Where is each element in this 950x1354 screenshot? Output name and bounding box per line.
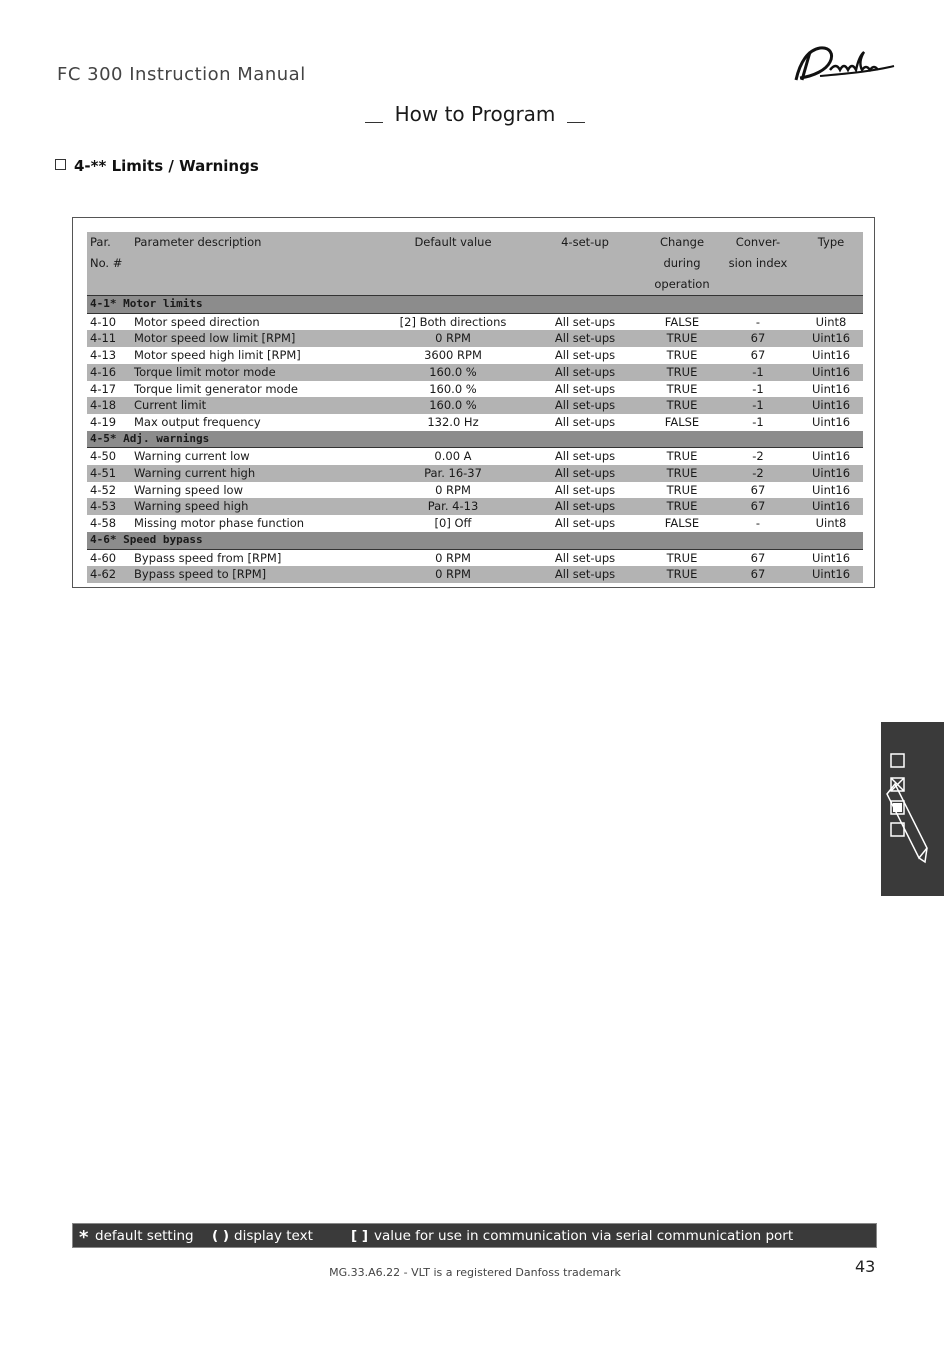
- par-number: 4-60: [90, 550, 117, 565]
- change-during-operation: TRUE: [647, 364, 717, 381]
- default-value: 0 RPM: [435, 550, 471, 565]
- change-during-operation: TRUE: [666, 348, 698, 363]
- conversion-index: 67: [717, 566, 799, 583]
- parameter-description: Missing motor phase function: [134, 516, 305, 531]
- conversion-index: 67: [717, 330, 799, 347]
- par-number: 4-18: [87, 397, 131, 414]
- change-during-operation: FALSE: [664, 414, 700, 429]
- par-number: 4-17: [90, 381, 117, 396]
- data-type: Uint16: [799, 397, 863, 414]
- section-heading: [0, 102, 950, 126]
- table-row: [87, 448, 863, 465]
- change-during-operation: TRUE: [647, 465, 717, 482]
- data-type: Uint16: [799, 330, 863, 347]
- danfoss-logo: [790, 42, 896, 86]
- default-value: 3600 RPM: [424, 348, 482, 363]
- data-type: Uint8: [815, 314, 847, 329]
- setup: All set-ups: [554, 449, 616, 464]
- par-number: 4-10: [90, 314, 117, 329]
- setup: All set-ups: [523, 465, 647, 482]
- default-value: 160.0 %: [383, 364, 523, 381]
- group-header-row: [87, 532, 863, 549]
- table-row: [87, 330, 863, 347]
- table-row: [87, 313, 863, 330]
- data-type: Uint8: [815, 516, 847, 531]
- parameter-table: [87, 232, 863, 583]
- footer-legend-bar: [72, 1223, 877, 1248]
- col-header-default: Default value: [383, 232, 523, 253]
- conversion-index: 67: [750, 482, 766, 497]
- conversion-index: -2: [752, 449, 764, 464]
- setup: All set-ups: [523, 364, 647, 381]
- parameter-description: Current limit: [131, 397, 383, 414]
- col-header-description: Parameter description: [131, 232, 383, 253]
- group-title: 4-6* Speed bypass: [87, 532, 863, 549]
- default-value: 0 RPM: [383, 330, 523, 347]
- data-type: Uint16: [811, 550, 851, 565]
- change-during-operation: TRUE: [647, 330, 717, 347]
- conversion-index: 67: [750, 550, 766, 565]
- parameter-description: Warning speed high: [131, 498, 383, 515]
- parameter-description: Warning current high: [131, 465, 383, 482]
- conversion-index: -1: [717, 397, 799, 414]
- default-value: 0 RPM: [383, 566, 523, 583]
- parameter-description: Motor speed low limit [RPM]: [131, 330, 383, 347]
- table-row: [87, 498, 863, 515]
- conversion-index: -1: [717, 364, 799, 381]
- par-number: 4-16: [87, 364, 131, 381]
- data-type: Uint16: [799, 498, 863, 515]
- section-title: How to Program: [394, 102, 556, 126]
- setup: All set-ups: [554, 381, 616, 396]
- conversion-index: -: [755, 516, 761, 531]
- change-during-operation: TRUE: [647, 498, 717, 515]
- change-during-operation: TRUE: [666, 550, 698, 565]
- table-row: [87, 549, 863, 566]
- default-value: 160.0 %: [429, 381, 477, 396]
- table-row: [87, 381, 863, 398]
- data-type: Uint16: [799, 364, 863, 381]
- col-header-setup: 4-set-up: [523, 232, 647, 253]
- legend-value-symbol: [ ]: [351, 1228, 369, 1244]
- par-number: 4-53: [87, 498, 131, 515]
- col-header-conversion-line2: sion index: [717, 253, 799, 274]
- setup: All set-ups: [523, 566, 647, 583]
- group-title: 4-5* Adj. warnings: [87, 431, 863, 448]
- par-number: 4-50: [90, 449, 117, 464]
- table-row: [87, 515, 863, 532]
- setup: All set-ups: [523, 330, 647, 347]
- data-type: Uint16: [811, 449, 851, 464]
- change-during-operation: TRUE: [647, 566, 717, 583]
- legend-value-text: value for use in communication via serial communication port: [374, 1228, 794, 1244]
- parameter-description: Warning current low: [134, 449, 250, 464]
- col-header-change-line2: during: [647, 253, 717, 274]
- change-during-operation: TRUE: [666, 381, 698, 396]
- square-bullet-icon: [55, 159, 66, 170]
- par-number: 4-13: [90, 348, 117, 363]
- data-type: Uint16: [799, 465, 863, 482]
- col-header-change-line3: operation: [647, 274, 717, 296]
- parameter-description: Torque limit generator mode: [134, 381, 298, 396]
- col-header-par-line2: No. #: [87, 253, 131, 274]
- change-during-operation: TRUE: [647, 397, 717, 414]
- group-title: 4-1* Motor limits: [87, 296, 863, 314]
- subsection-heading: [55, 157, 259, 175]
- parameter-description: Max output frequency: [134, 414, 261, 429]
- table-body: [87, 296, 863, 583]
- default-value: [2] Both directions: [399, 314, 507, 329]
- setup: All set-ups: [554, 414, 616, 429]
- table-row: [87, 414, 863, 431]
- change-during-operation: FALSE: [664, 314, 700, 329]
- parameter-description: Torque limit motor mode: [131, 364, 383, 381]
- data-type: Uint16: [811, 482, 851, 497]
- par-number: 4-62: [87, 566, 131, 583]
- table-header-row-1: [87, 232, 863, 253]
- conversion-index: -1: [752, 381, 764, 396]
- par-number: 4-58: [90, 516, 117, 531]
- setup: All set-ups: [554, 516, 616, 531]
- parameter-description: Warning speed low: [134, 482, 243, 497]
- table-row: [87, 566, 863, 583]
- setup: All set-ups: [554, 314, 616, 329]
- parameter-description: Bypass speed to [RPM]: [131, 566, 383, 583]
- col-header-type: Type: [799, 232, 863, 253]
- table-row: [87, 465, 863, 482]
- side-tab: [881, 722, 944, 896]
- group-header-row: [87, 431, 863, 448]
- parameter-description: Bypass speed from [RPM]: [134, 550, 282, 565]
- par-number: 4-51: [87, 465, 131, 482]
- default-value: Par. 4-13: [383, 498, 523, 515]
- setup: All set-ups: [554, 348, 616, 363]
- data-type: Uint16: [811, 348, 851, 363]
- default-value: 160.0 %: [383, 397, 523, 414]
- conversion-index: -1: [752, 414, 764, 429]
- trademark-note: MG.33.A6.22 - VLT is a registered Danfoss trademark: [329, 1266, 621, 1279]
- default-value: 132.0 Hz: [427, 414, 479, 429]
- legend-default-symbol: *: [79, 1227, 89, 1248]
- setup: All set-ups: [523, 397, 647, 414]
- col-header-conversion: Conver-: [717, 232, 799, 253]
- conversion-index: 67: [717, 498, 799, 515]
- parameter-description: Motor speed high limit [RPM]: [134, 348, 301, 363]
- default-value: [0] Off: [434, 516, 472, 531]
- heading-dash-left: [365, 122, 383, 123]
- data-type: Uint16: [811, 414, 851, 429]
- conversion-index: 67: [750, 348, 766, 363]
- setup: All set-ups: [554, 482, 616, 497]
- par-number: 4-19: [90, 414, 117, 429]
- table-header-row-3: [87, 274, 863, 296]
- conversion-index: -: [755, 314, 761, 329]
- change-during-operation: FALSE: [664, 516, 700, 531]
- change-during-operation: TRUE: [666, 449, 698, 464]
- group-header-row: [87, 296, 863, 314]
- table-row: [87, 397, 863, 414]
- data-type: Uint16: [799, 566, 863, 583]
- legend-default-text: default setting: [95, 1228, 194, 1244]
- change-during-operation: TRUE: [666, 482, 698, 497]
- setup: All set-ups: [523, 498, 647, 515]
- setup: All set-ups: [554, 550, 616, 565]
- table-header-row-2: [87, 253, 863, 274]
- legend-display-text: display text: [234, 1228, 313, 1244]
- parameter-description: Motor speed direction: [134, 314, 260, 329]
- par-number: 4-11: [87, 330, 131, 347]
- heading-dash-right: [567, 122, 585, 123]
- par-number: 4-52: [90, 482, 117, 497]
- manual-title: FC 300 Instruction Manual: [57, 64, 306, 85]
- col-header-change: Change: [647, 232, 717, 253]
- table-row: [87, 364, 863, 381]
- default-value: Par. 16-37: [383, 465, 523, 482]
- default-value: 0 RPM: [435, 482, 471, 497]
- subsection-title: 4-** Limits / Warnings: [74, 157, 259, 175]
- checkbox-list-with-pencil-icon: [881, 722, 944, 896]
- table-row: [87, 482, 863, 499]
- legend-display-symbol: ( ): [212, 1228, 230, 1244]
- data-type: Uint16: [811, 381, 851, 396]
- conversion-index: -2: [717, 465, 799, 482]
- default-value: 0.00 A: [434, 449, 472, 464]
- page-number: 43: [855, 1257, 876, 1276]
- col-header-par: Par.: [87, 232, 131, 253]
- table-row: [87, 347, 863, 364]
